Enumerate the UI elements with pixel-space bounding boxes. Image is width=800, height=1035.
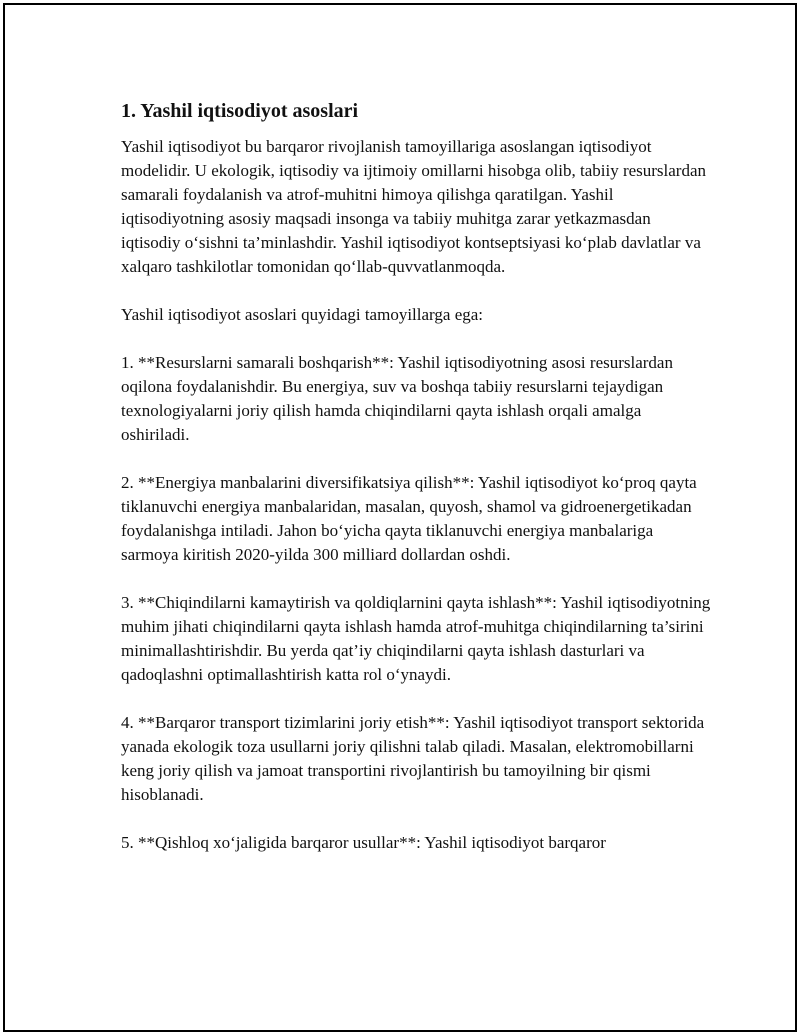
list-item-sustainable-transport: 4. **Barqaror transport tizimlarini joriy etish**: Yashil iqtisodiyot transport sektorida yanada ekologik toza usullarni joriy qilishni talab qiladi. Masalan, elektromobillarni keng joriy qilish va jamoat transportini rivojlantirish bu tamoyilning bir qismi hisoblanadi. [121, 713, 705, 804]
list-item-resource-management: 1. **Resurslarni samarali boshqarish**: Yashil iqtisodiyotning asosi resurslardan oqilona foydalanishdir. Bu energiya, suv va boshqa tabiiy resurslarni tejaydigan texnologiyalarni joriy qilish hamda chiqindilarni qayta ishlash orqali amalga oshiriladi. [121, 353, 673, 444]
list-item-energy-diversification: 2. **Energiya manbalarini diversifikatsiya qilish**: Yashil iqtisodiyot ko‘proq qayta tiklanuvchi energiya manbalaridan, masalan, quyosh, shamol va gidroenergetikadan foydalanishga intiladi. Jahon bo‘yicha qayta tiklanuvchi energiya manbalariga sarmoya kiritish 2020-yilda 300 milliard dollardan oshdi. [121, 473, 697, 564]
document-page [3, 3, 797, 1032]
paragraph-intro: Yashil iqtisodiyot bu barqaror rivojlanish tamoyillariga asoslangan iqtisodiyot modelidir. U ekologik, iqtisodiy va ijtimoiy omillarni hisobga olib, tabiiy resurslardan samarali foydalanish va atrof-muhitni himoya qilishga qaratilgan. Yashil iqtisodiyotning asosiy maqsadi insonga va tabiiy muhitga zarar yetkazmasdan iqtisodiy o‘sishni ta’minlashdir. Yashil iqtisodiyot kontseptsiyasi ko‘plab davlatlar va xalqaro tashkilotlar tomonidan qo‘llab-quvvatlanmoqda. [121, 137, 707, 276]
list-item-sustainable-agriculture: 5. **Qishloq xo‘jaligida barqaror usullar**: Yashil iqtisodiyot barqaror [121, 833, 606, 852]
document-body [121, 97, 711, 855]
paragraph-principles-lead: Yashil iqtisodiyot asoslari quyidagi tamoyillarga ega: [121, 305, 484, 324]
list-item-waste-reduction: 3. **Chiqindilarni kamaytirish va qoldiqlarnini qayta ishlash**: Yashil iqtisodiyotning muhim jihati chiqindilarni qayta ishlash hamda atrof-muhitga chiqindilarning ta’sirini minimallashtirishdir. Bu yerda qat’iy chiqindilarni qayta ishlash dasturlari va qadoqlashni optimallashtirish katta rol o‘ynaydi. [121, 593, 711, 684]
document-title: 1. Yashil iqtisodiyot asoslari [121, 100, 359, 122]
